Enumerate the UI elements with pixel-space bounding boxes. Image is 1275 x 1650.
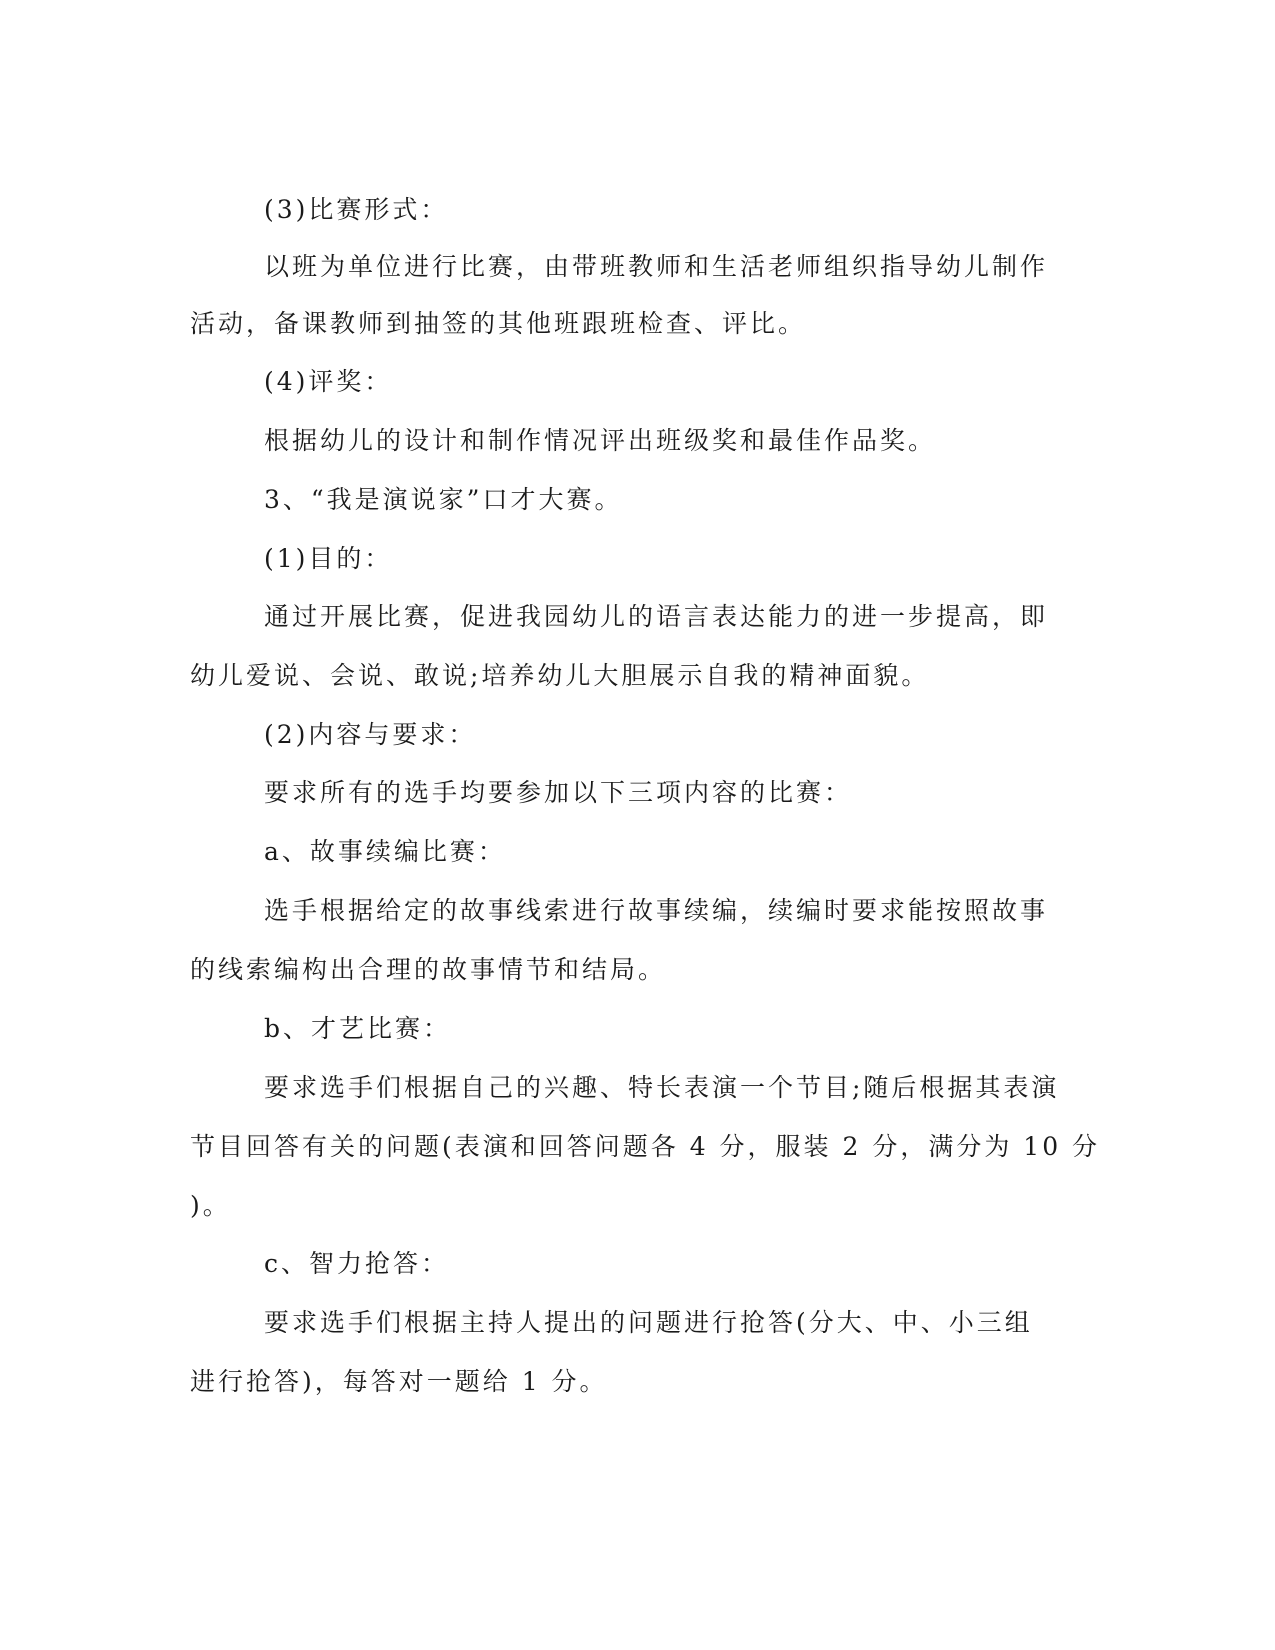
paragraph-line: 要求选手们根据主持人提出的问题进行抢答(分大、中、小三组: [264, 1308, 1033, 1337]
heading-awards: (4)评奖：: [264, 367, 393, 396]
heading-competition-format: (3)比赛形式：: [264, 195, 449, 224]
paragraph-line: 幼儿爱说、会说、敢说;培养幼儿大胆展示自我的精神面貌。: [190, 661, 930, 690]
paragraph-line: 要求选手们根据自己的兴趣、特长表演一个节目;随后根据其表演: [264, 1073, 1060, 1102]
paragraph-line: 的线索编构出合理的故事情节和结局。: [190, 955, 667, 984]
paragraph-line: 节目回答有关的问题(表演和回答问题各 4 分，服装 2 分，满分为 10 分: [190, 1132, 1101, 1161]
heading-purpose: (1)目的：: [264, 544, 393, 573]
heading-story-continuation: a、故事续编比赛：: [264, 837, 506, 866]
heading-content-requirements: (2)内容与要求：: [264, 720, 477, 749]
paragraph-line: )。: [190, 1191, 231, 1220]
paragraph-line: 根据幼儿的设计和制作情况评出班级奖和最佳作品奖。: [264, 426, 937, 455]
paragraph-line: 选手根据给定的故事线索进行故事续编，续编时要求能按照故事: [264, 896, 1049, 925]
paragraph-line: 要求所有的选手均要参加以下三项内容的比赛：: [264, 778, 853, 807]
paragraph-line: 进行抢答)，每答对一题给 1 分。: [190, 1367, 608, 1396]
heading-quiz: c、智力抢答：: [264, 1249, 450, 1278]
paragraph-line: 活动，备课教师到抽签的其他班跟班检查、评比。: [190, 309, 807, 338]
heading-talent-contest: b、才艺比赛：: [264, 1014, 452, 1043]
section-heading-speech-contest: 3、“我是演说家”口才大赛。: [264, 485, 623, 514]
paragraph-line: 以班为单位进行比赛，由带班教师和生活老师组织指导幼儿制作: [264, 252, 1049, 281]
paragraph-line: 通过开展比赛，促进我园幼儿的语言表达能力的进一步提高，即: [264, 602, 1049, 631]
